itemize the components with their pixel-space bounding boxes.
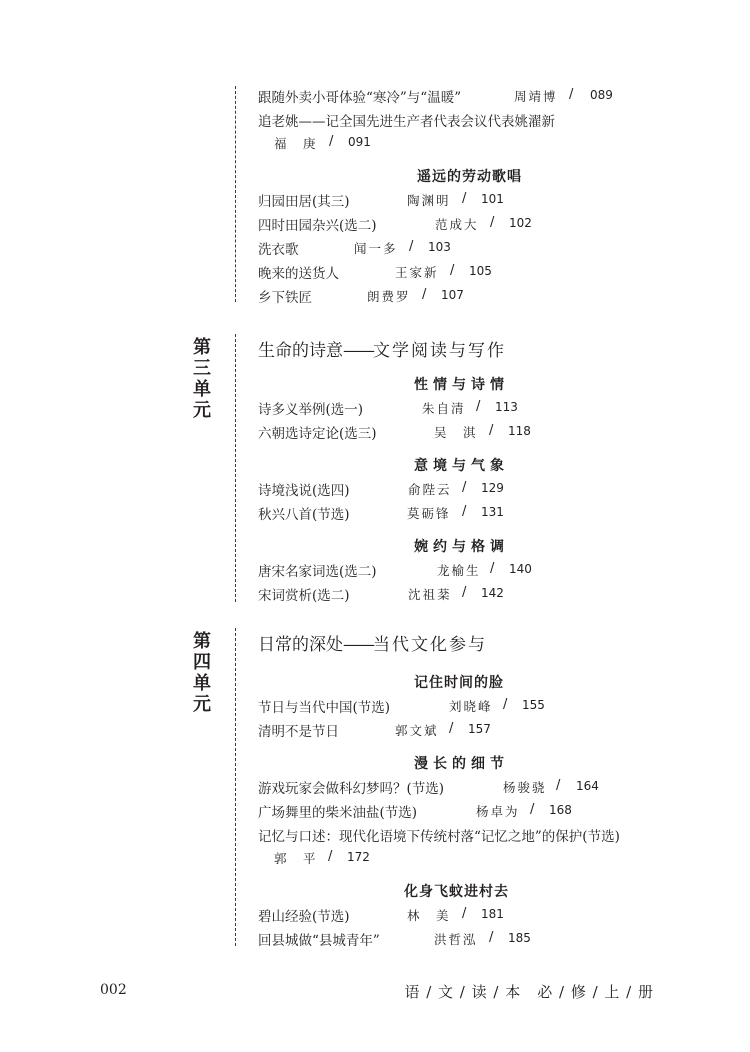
toc-entry-author: 陶渊明 xyxy=(407,193,451,208)
toc-entry-author: 杨卓为 xyxy=(476,804,520,819)
unit-title-main: 日常的深处 xyxy=(258,635,343,655)
toc-entry-author: 吴 淇 xyxy=(434,425,478,440)
toc-entry-author: 刘晓峰 xyxy=(449,699,493,714)
separator: / xyxy=(490,561,495,576)
unit-title-sub: 文学阅读与写作 xyxy=(373,341,506,361)
section-heading: 记住时间的脸 xyxy=(414,675,504,691)
separator: / xyxy=(569,87,574,102)
toc-entry-title[interactable]: 节日与当代中国(节选) xyxy=(258,700,391,716)
toc-entry-title[interactable]: 跟随外卖小哥体验“寒冷”与“温暖” xyxy=(258,90,462,106)
section-heading: 婉约与格调 xyxy=(414,539,509,555)
separator: / xyxy=(530,802,535,817)
unit2-dashed-rule xyxy=(235,86,236,302)
separator: / xyxy=(462,585,467,600)
toc-entry-title[interactable]: 清明不是节日 xyxy=(258,724,339,740)
unit-label-char: 元 xyxy=(193,694,211,715)
toc-entry-title[interactable]: 广场舞里的柴米油盐(节选) xyxy=(258,805,418,821)
toc-entry-title[interactable]: 乡下铁匠 xyxy=(258,290,312,306)
toc-entry-title[interactable]: 回县城做“县城青年” xyxy=(258,933,380,949)
section-heading: 遥远的劳动歌唱 xyxy=(417,169,522,185)
unit4-dashed-rule xyxy=(235,628,236,946)
toc-entry-title[interactable]: 诗境浅说(选四) xyxy=(258,483,350,499)
toc-entry-author: 郭 平 xyxy=(274,851,318,866)
toc-entry-title[interactable]: 四时田园杂兴(选二) xyxy=(258,218,377,234)
toc-entry-page: 181 xyxy=(481,907,504,921)
toc-entry-author: 林 美 xyxy=(407,908,451,923)
toc-entry-page: 142 xyxy=(481,586,504,600)
toc-entry-page: 155 xyxy=(522,698,545,712)
toc-entry-title[interactable]: 追老姚——记全国先进生产者代表会议代表姚濯新 xyxy=(258,114,555,130)
separator: / xyxy=(409,239,414,254)
page-number: 002 xyxy=(100,982,127,998)
separator: / xyxy=(422,287,427,302)
toc-entry-page: 113 xyxy=(495,400,518,414)
toc-entry-author: 俞陛云 xyxy=(408,482,452,497)
section-heading: 性情与诗情 xyxy=(414,377,509,393)
toc-entry-title[interactable]: 宋词赏析(选二) xyxy=(258,588,350,604)
toc-entry-title[interactable]: 晚来的送货人 xyxy=(258,266,339,282)
unit-label-char: 第 xyxy=(193,631,211,652)
unit3-dashed-rule xyxy=(235,334,236,602)
separator: / xyxy=(489,930,494,945)
toc-entry-author: 朱自清 xyxy=(422,401,466,416)
unit-title-dash: —— xyxy=(343,635,373,655)
toc-entry-title[interactable]: 诗多义举例(选一) xyxy=(258,402,364,418)
separator: / xyxy=(462,480,467,495)
toc-entry-page: 101 xyxy=(481,192,504,206)
toc-entry-page: 118 xyxy=(508,424,531,438)
toc-entry-page: 102 xyxy=(509,216,532,230)
separator: / xyxy=(449,721,454,736)
separator: / xyxy=(476,399,481,414)
toc-entry-page: 107 xyxy=(441,288,464,302)
unit-label-char: 三 xyxy=(193,358,211,379)
unit-title[interactable] xyxy=(258,630,487,655)
unit-title-dash: —— xyxy=(343,341,373,361)
toc-entry-title[interactable]: 六朝选诗定论(选三) xyxy=(258,426,377,442)
toc-entry-author: 范成大 xyxy=(435,217,479,232)
toc-entry-page: 164 xyxy=(576,779,599,793)
toc-entry-title[interactable]: 秋兴八首(节选) xyxy=(258,507,350,523)
toc-entry-author: 福 庚 xyxy=(274,136,318,151)
toc-entry-page: 140 xyxy=(509,562,532,576)
section-heading: 漫长的细节 xyxy=(414,756,509,772)
toc-entry-author: 朗费罗 xyxy=(367,289,411,304)
separator: / xyxy=(556,778,561,793)
separator: / xyxy=(328,849,333,864)
toc-entry-title[interactable]: 碧山经验(节选) xyxy=(258,909,350,925)
separator: / xyxy=(489,423,494,438)
toc-entry-page: 157 xyxy=(468,722,491,736)
unit-label-char: 元 xyxy=(193,400,211,421)
toc-entry-author: 洪哲泓 xyxy=(434,932,478,947)
book-title: 语 / 文 / 读 / 本 必 / 修 / 上 / 册 xyxy=(404,983,654,1001)
unit-label-char: 单 xyxy=(193,379,211,400)
separator: / xyxy=(503,697,508,712)
unit-label-char: 单 xyxy=(193,673,211,694)
toc-entry-title[interactable]: 游戏玩家会做科幻梦吗？(节选) xyxy=(258,781,445,797)
toc-entry-page: 131 xyxy=(481,505,504,519)
unit-label-char: 第 xyxy=(193,337,211,358)
toc-entry-page: 168 xyxy=(549,803,572,817)
section-heading: 化身飞蚊进村去 xyxy=(404,884,509,900)
toc-entry-author: 杨骏骁 xyxy=(503,780,547,795)
toc-entry-title[interactable]: 洗衣歌 xyxy=(258,242,299,258)
toc-entry-page: 172 xyxy=(347,850,370,864)
unit-title-main: 生命的诗意 xyxy=(258,341,343,361)
toc-entry-title[interactable]: 唐宋名家词选(选二) xyxy=(258,564,377,580)
separator: / xyxy=(462,504,467,519)
toc-entry-author: 莫砺锋 xyxy=(407,506,451,521)
toc-entry-page: 091 xyxy=(348,135,371,149)
toc-entry-author: 闻一多 xyxy=(354,241,398,256)
toc-entry-title[interactable]: 归园田居(其三) xyxy=(258,194,350,210)
toc-entry-page: 185 xyxy=(508,931,531,945)
toc-entry-author: 周靖博 xyxy=(514,89,558,104)
toc-entry-author: 王家新 xyxy=(395,265,439,280)
separator: / xyxy=(462,191,467,206)
toc-entry-page: 105 xyxy=(469,264,492,278)
unit-label xyxy=(190,631,214,715)
toc-entry-title[interactable]: 记忆与口述：现代化语境下传统村落“记忆之地”的保护(节选) xyxy=(258,829,620,845)
toc-entry-author: 沈祖棻 xyxy=(408,587,452,602)
toc-entry-author: 龙榆生 xyxy=(437,563,481,578)
toc-entry-page: 129 xyxy=(481,481,504,495)
separator: / xyxy=(329,134,334,149)
unit-label-char: 四 xyxy=(193,652,211,673)
toc-entry-author: 郭文斌 xyxy=(395,723,439,738)
separator: / xyxy=(450,263,455,278)
unit-title-sub: 当代文化参与 xyxy=(373,635,487,655)
separator: / xyxy=(490,215,495,230)
unit-label xyxy=(190,337,214,421)
section-heading: 意境与气象 xyxy=(414,458,509,474)
separator: / xyxy=(462,906,467,921)
toc-entry-page: 103 xyxy=(428,240,451,254)
unit-title[interactable] xyxy=(258,336,506,361)
toc-entry-page: 089 xyxy=(590,88,613,102)
